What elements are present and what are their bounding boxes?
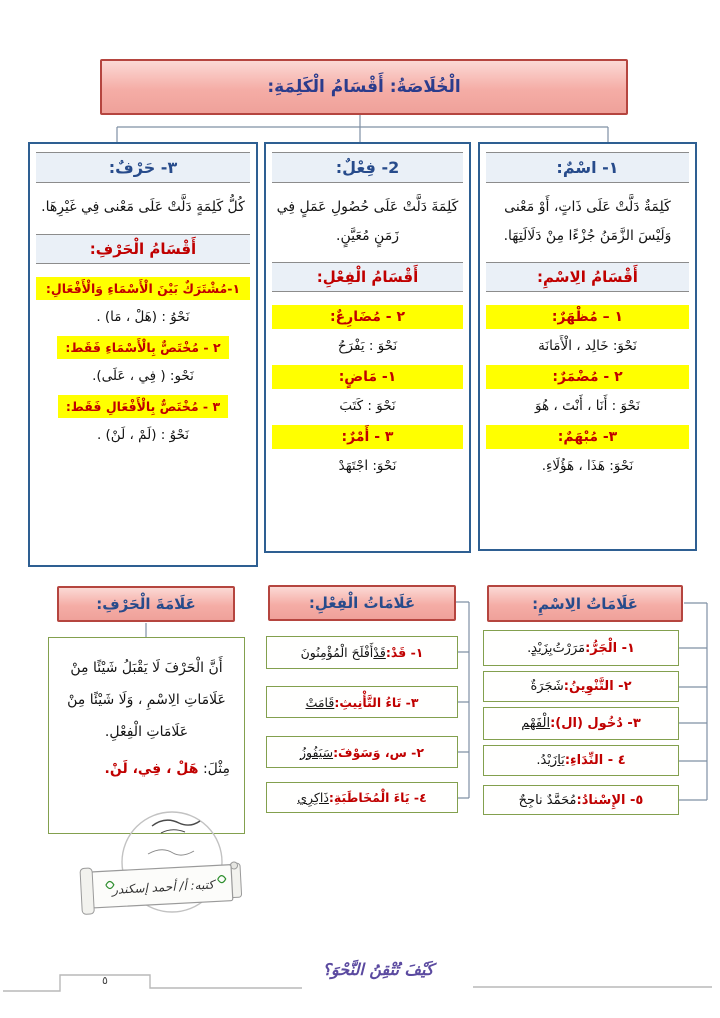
signs-harf-header (57, 586, 235, 622)
ism-type-example: نَحْوَ: خَالِد ، الْأَمَانَة (538, 338, 637, 355)
column-harf-header: ٣- حَرْفٌ: (36, 152, 250, 183)
column-fiil-section-title: أَقْسَامُ الْفِعْلِ: (272, 262, 463, 292)
sign-fiil-item: ٢- س، وَسَوْفَ: سَيَفُوزُ (266, 736, 458, 768)
sign-ism-item: ١- الْجَرُّ: مَرَرْتُ بِزَيْدٍ . (483, 630, 679, 666)
footer-book-title: كَيْفَ تُتْقِنُ النَّحْوَ؟ (322, 960, 434, 979)
sign-fiil-item: ٤- يَاءَ الْمُخَاطَبَةِ: ذَاكِرِي (266, 782, 458, 813)
sign-ism-item: ٤ - النِّدَاءِ: يَا زَيْدُ. (483, 745, 679, 776)
page-title (100, 59, 628, 115)
ism-type-label: ٢ - مُضْمَرٌ: (486, 365, 689, 389)
harf-type-example: نَحْوُ : (لَمْ ، لَنْ) . (96, 426, 190, 443)
ism-type-example: نَحْوَ : أَنَا ، أَنْتَ ، هُوَ (535, 398, 640, 415)
sign-ism-item: ٥- الإِسْنادُ: مُحَمَّدٌ ناجِحٌ (483, 785, 679, 815)
column-fiil-definition: كَلِمَةَ دَلَّتْ عَلَى حُصُولِ عَمَلٍ فِي زَمَنٍ مُعَيَّنٍ. (276, 199, 459, 244)
sign-ism-item: ٣- دُخُول (ال): الْفَهْم (483, 707, 679, 740)
fiil-type-example: نَحْوَ : يَفْرَحُ (337, 338, 398, 355)
author-stamp (72, 810, 262, 938)
fiil-type-example: نَحْوَ : كَتَبَ (339, 398, 396, 415)
page-number: ٥ (102, 974, 108, 987)
ism-type-example: نَحْوَ: هَذَا ، هَؤُلَاءِ. (541, 458, 634, 475)
harf-type-example: نَحْو: ( فِي ، عَلَى). (92, 367, 194, 384)
signs-harf-example-line: مِثْلَ: هَلْ ، فِي، لَنْ. (104, 760, 230, 777)
fiil-type-label: ١- مَاضٍ: (272, 365, 463, 389)
page-title-text: الْخُلَاصَةُ: أَقْسَامُ الْكَلِمَةِ: (267, 77, 461, 97)
ism-type-label: ٣- مُبْهَمٌ: (486, 425, 689, 449)
fiil-type-label: ٢ - مُضَارِعٌ: (272, 305, 463, 329)
harf-type-example: نَحْوُ : (هَلْ ، مَا) . (96, 308, 190, 325)
ism-type-label: ١ – مُظْهَرٌ: (486, 305, 689, 329)
column-ism (478, 142, 697, 551)
column-harf (28, 142, 258, 567)
signs-ism-header-text: عَلَامَاتُ الِاسْمِ: (532, 594, 638, 613)
harf-type-label: ٣ - مُخْتَصٌّ بِالْأَفْعَالِ فَقَط: (58, 395, 228, 418)
stamp-scroll (80, 860, 242, 914)
column-harf-section-title: أَقْسَامُ الْحَرْفِ: (36, 234, 250, 264)
column-fiil (264, 142, 471, 553)
harf-type-label: ٢ - مُخْتَصٌّ بِالْأَسْمَاءِ فَقَط: (57, 336, 228, 359)
sign-fiil-item: ٣- تَاءُ التَّأْنِيثِ: قَامَتْ (266, 686, 458, 718)
fiil-type-label: ٣ - أَمْرٌ: (272, 425, 463, 449)
signs-harf-body-box (48, 637, 245, 834)
column-fiil-header: 2- فِعْلٌ: (272, 152, 463, 183)
column-ism-section-title: أَقْسَامُ الِاسْمِ: (486, 262, 689, 292)
signs-fiil-header-text: عَلَامَاتُ الْفِعْلِ: (308, 594, 416, 612)
stamp-calligraphy (152, 820, 200, 826)
signs-fiil-header (268, 585, 456, 621)
harf-type-label: ١-مُشْتَرَكٌ بَيْنَ الْأَسْمَاءِ وَالْأَفْعَالِ: (36, 277, 250, 300)
fiil-type-example: نَحْوَ: اجْتَهَدْ (338, 458, 397, 475)
column-ism-definition: كَلِمَةٌ دَلَّتْ عَلَى ذَاتٍ، أَوْ مَعْنى وَلَيْسَ الزَّمَنُ جُزْءًا مِنْ دَلَالَتِهَا. (503, 199, 672, 244)
signs-harf-body: أَنَّ الْحَرْفَ لَا يَقْبَلُ شَيْئًا مِنْ عَلَامَاتِ الِاسْمِ ، وَلَا شَيْئًا مِنْ عَلَامَاتِ الْفِعْلِ. (67, 660, 226, 741)
stamp-author-text: كتبه: أ/ أحمد إسكندر (111, 877, 215, 897)
column-harf-definition: كُلُّ كَلِمَةٍ دَلَّتْ عَلَى مَعْنى فِي غَيْرِهَا. (41, 199, 245, 215)
signs-ism-header (487, 585, 683, 622)
sign-fiil-item: ١- قَدْ: قَدْ أَفْلَحَ الْمُؤْمِنُونَ (266, 636, 458, 669)
sign-ism-item: ٢- التَّنْوِينُ: شَجَرَةٌ (483, 671, 679, 702)
signs-harf-header-text: عَلَامَةَ الْحَرْفِ: (96, 595, 196, 613)
stamp-signature (148, 850, 194, 855)
column-ism-header: ١- اسْمٌ: (486, 152, 689, 183)
